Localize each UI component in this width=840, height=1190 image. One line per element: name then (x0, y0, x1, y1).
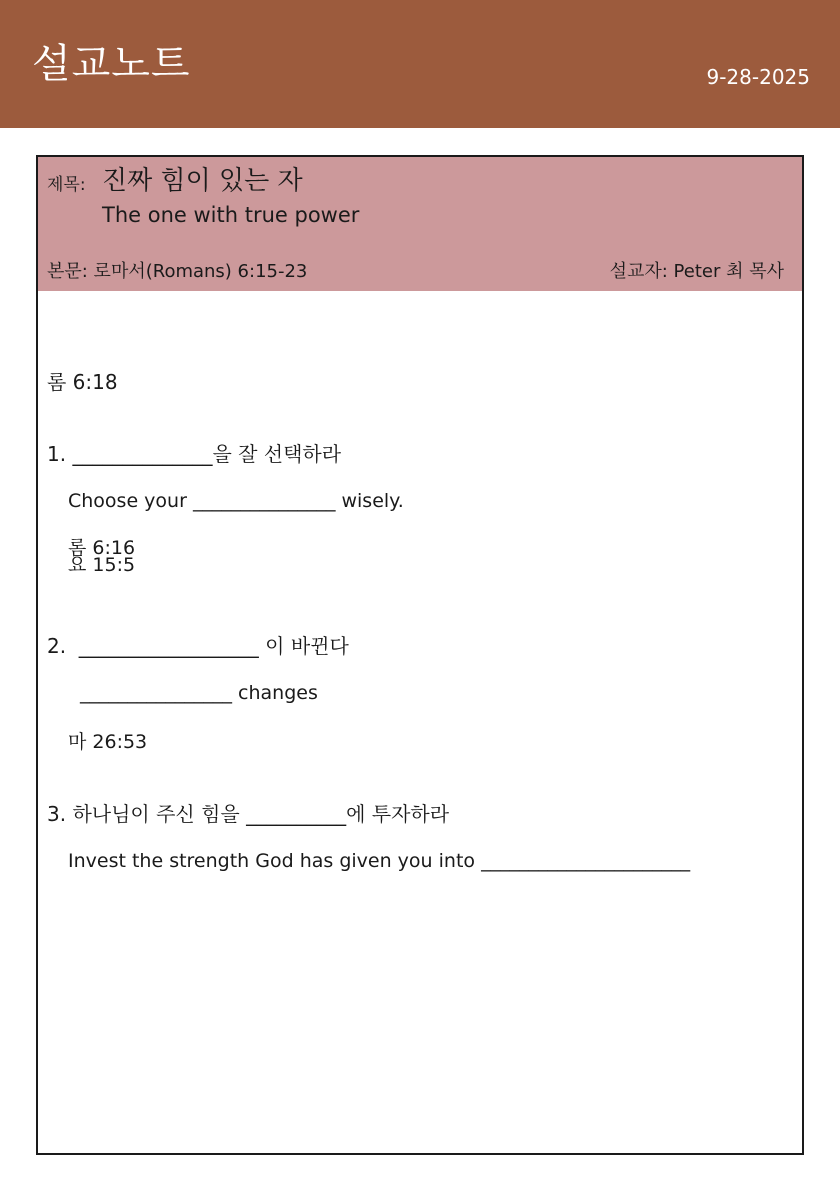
point-1-english: Choose your _______________ wisely. (68, 490, 404, 512)
preacher-name: 설교자: Peter 최 목사 (609, 261, 784, 282)
point-1-references (68, 537, 136, 576)
point-3-korean: 3. 하나님이 주신 힘을 __________에 투자하라 (47, 802, 450, 826)
scripture-passage: 본문: 로마서(Romans) 6:15-23 (47, 261, 308, 282)
sermon-title-english: The one with true power (102, 203, 360, 227)
point-1-reference: 요 15:5 (68, 554, 136, 576)
sermon-title-korean: 진짜 힘이 있는 자 (102, 166, 303, 196)
page-header (0, 0, 840, 128)
point-3-english: Invest the strength God has given you into ______________________ (68, 850, 691, 872)
header-date: 9-28-2025 (706, 65, 810, 89)
sermon-info-band (38, 157, 802, 291)
point-2-korean: 2. __________________ 이 바뀐다 (47, 634, 349, 658)
key-verse: 롬 6:18 (47, 370, 118, 394)
title-prefix: 제목: (47, 175, 86, 195)
point-1-reference: 롬 6:16 (68, 537, 136, 559)
point-2-reference: 마 26:53 (68, 731, 148, 753)
point-1-korean: 1. ______________을 잘 선택하라 (47, 442, 342, 466)
header-title: 설교노트 (32, 41, 191, 87)
sermon-note-card (36, 155, 804, 1155)
point-2-english: ________________ changes (80, 682, 318, 704)
